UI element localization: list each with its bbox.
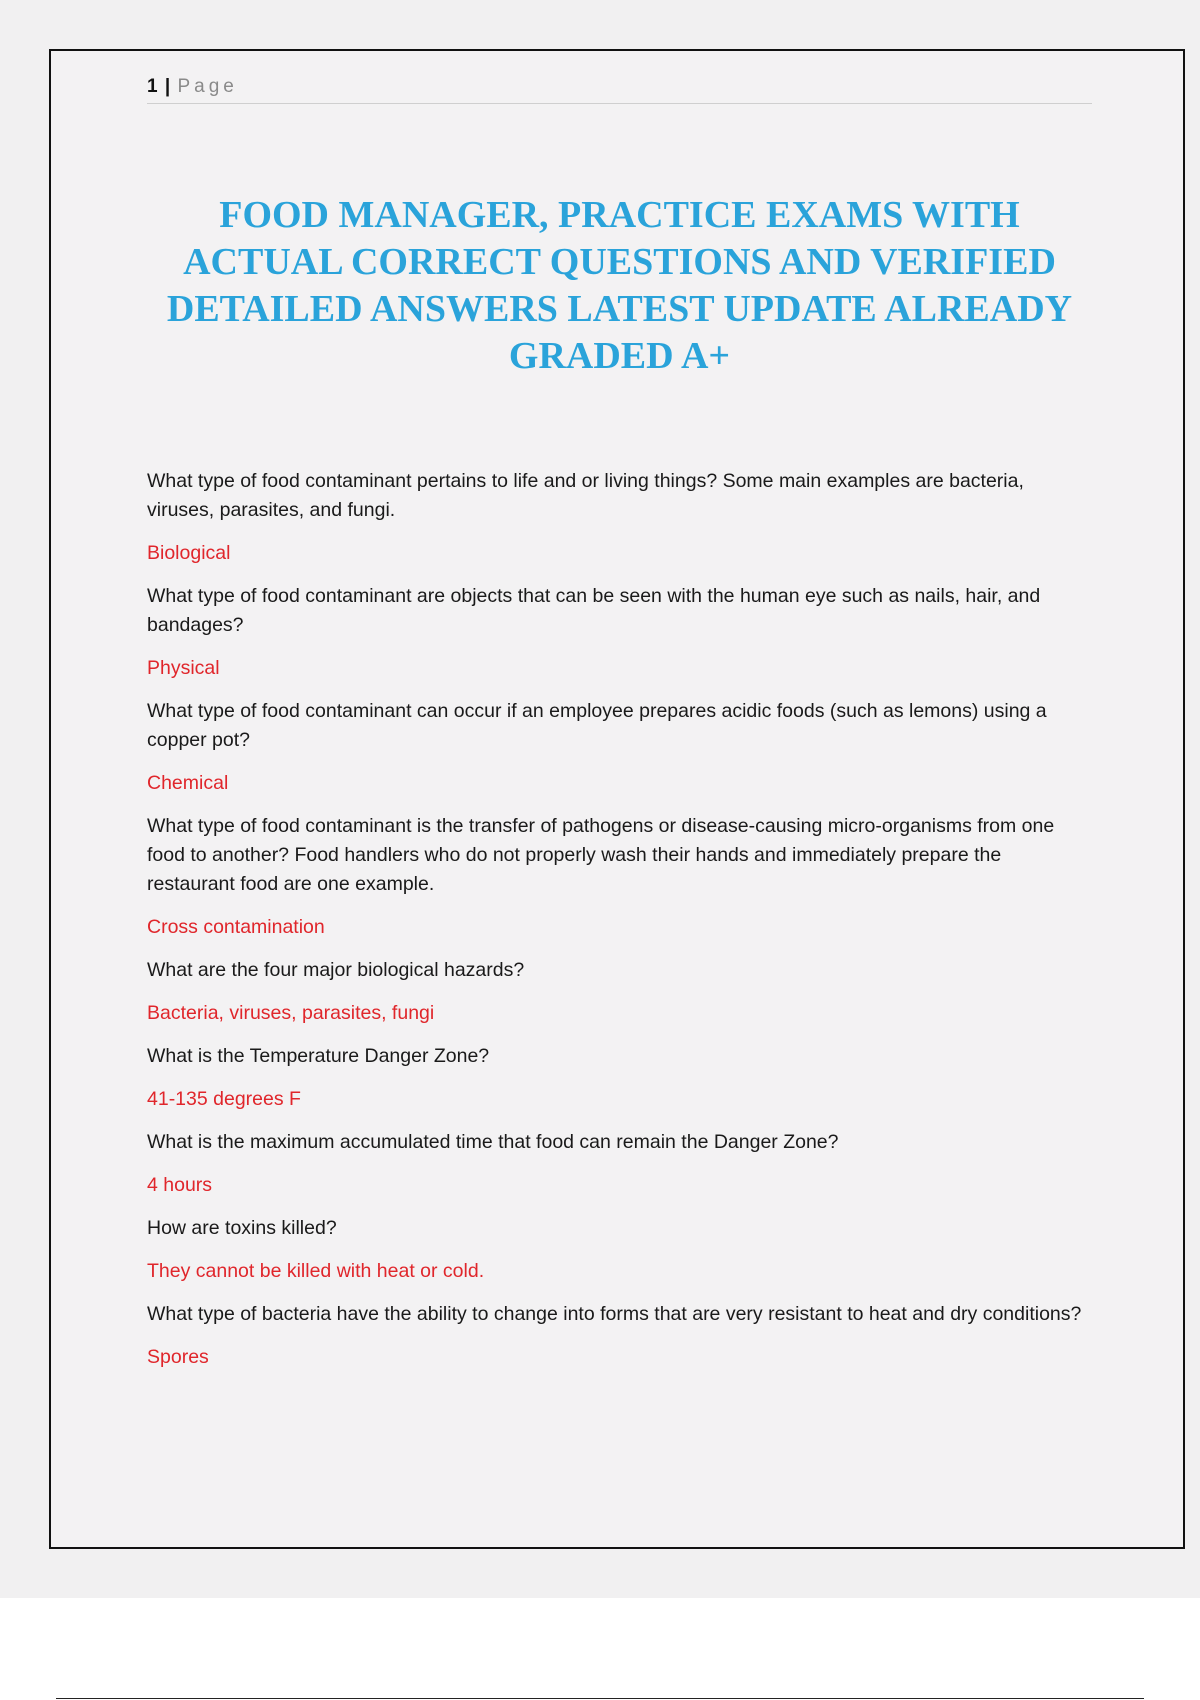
answer-4: Cross contamination	[147, 916, 325, 938]
answer-6: 41-135 degrees F	[147, 1088, 301, 1110]
question-9: What type of bacteria have the ability to change into forms that are very resistant to heat and dry conditions?	[147, 1303, 1082, 1325]
page-header	[147, 75, 1092, 104]
header-separator: |	[164, 76, 171, 97]
page-label: Page	[177, 76, 238, 97]
question-5: What are the four major biological hazards?	[147, 959, 525, 981]
answer-7: 4 hours	[147, 1174, 213, 1196]
answer-5: Bacteria, viruses, parasites, fungi	[147, 1002, 435, 1024]
question-1: What type of food contaminant pertains to life and or living things? Some main examples are bacteria, viruses, parasites, and fungi.	[147, 470, 1024, 521]
answer-9: Spores	[147, 1346, 209, 1368]
document-title: FOOD MANAGER, PRACTICE EXAMS WITH ACTUAL CORRECT QUESTIONS AND VERIFIED DETAILED ANSWERS LATEST UPDATE ALREADY GRADED A+	[166, 194, 1073, 377]
page-number: 1	[147, 76, 158, 97]
answer-3: Chemical	[147, 772, 229, 794]
document-page	[49, 49, 1185, 1549]
answer-2: Physical	[147, 657, 220, 679]
question-2: What type of food contaminant are objects that can be seen with the human eye such as nails, hair, and bandages?	[147, 585, 1041, 636]
question-7: What is the maximum accumulated time that food can remain the Danger Zone?	[147, 1131, 839, 1153]
next-page-top-rule	[56, 1698, 1144, 1699]
answer-8: They cannot be killed with heat or cold.	[147, 1260, 485, 1282]
page-gap	[0, 1598, 1200, 1700]
answer-1: Biological	[147, 542, 231, 564]
qa-list	[147, 467, 1092, 1386]
question-8: How are toxins killed?	[147, 1217, 337, 1239]
question-3: What type of food contaminant can occur if an employee prepares acidic foods (such as lemons) using a copper pot?	[147, 700, 1047, 751]
question-4: What type of food contaminant is the transfer of pathogens or disease-causing micro-organisms from one food to another? Food handlers who do not properly wash their hands and immediately prepare the restaurant food are one example.	[147, 815, 1055, 895]
question-6: What is the Temperature Danger Zone?	[147, 1045, 490, 1067]
